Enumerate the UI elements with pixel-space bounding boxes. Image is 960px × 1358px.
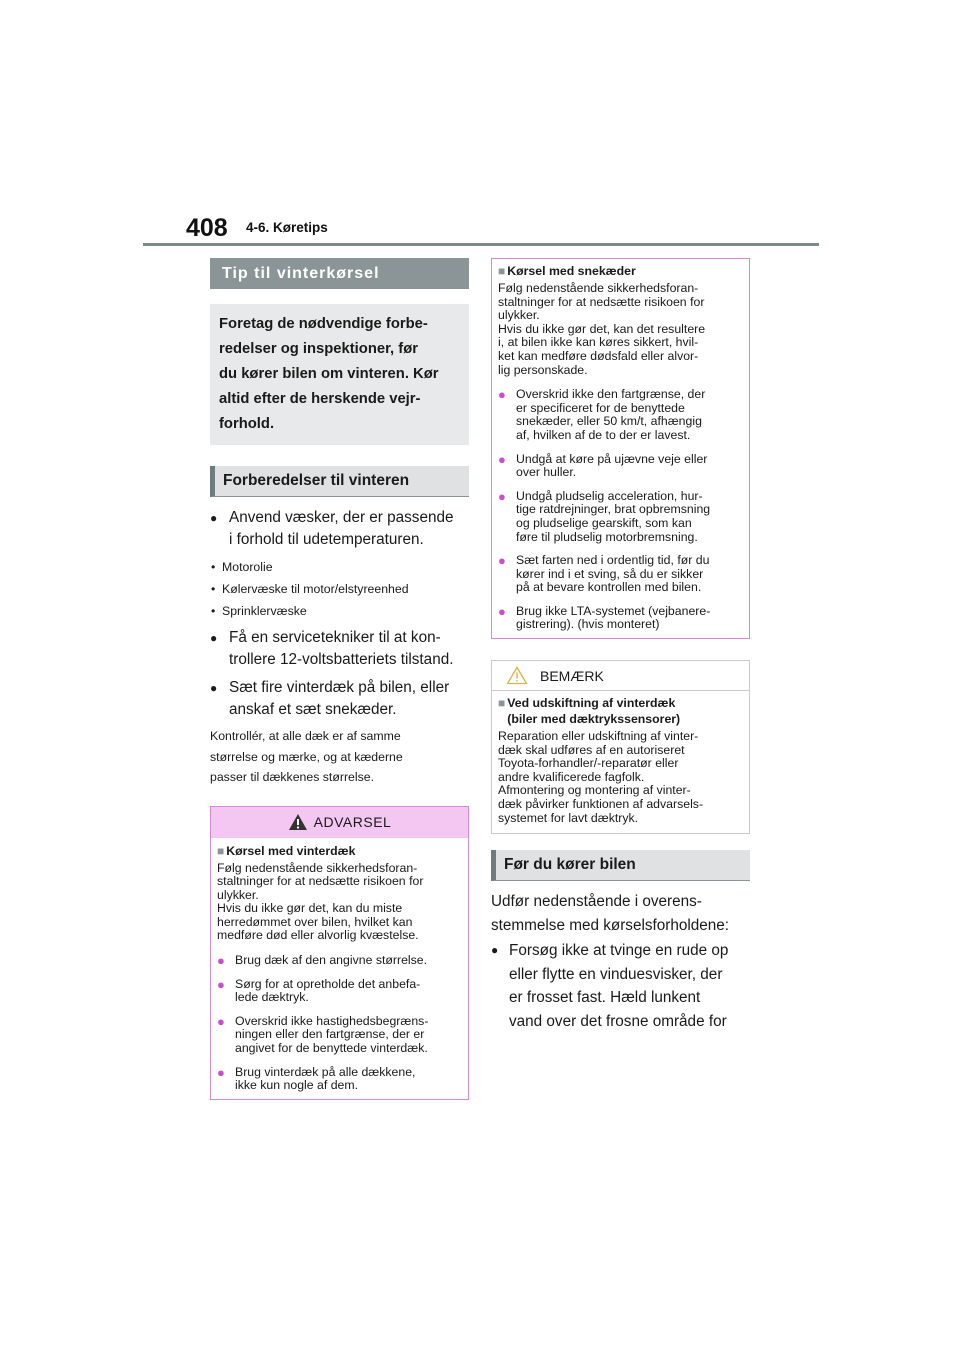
chains-paragraph [498, 282, 743, 377]
para-line: Toyota-forhandler/-reparatør eller [498, 756, 679, 771]
intro-line: du kører bilen om vinteren. Kør [219, 366, 439, 382]
para-line: Følg nedenstående sikkerhedsforan- [217, 860, 418, 875]
tire-note [210, 726, 469, 788]
bullet-line: trollere 12-voltsbatteriets tilstand. [229, 651, 454, 668]
notice-label: BEMÆRK [540, 667, 604, 684]
item-line: Overskrid ikke hastighedsbegræns- [235, 1013, 429, 1028]
para-line: staltninger for at nedsætte risikoen for [498, 294, 705, 309]
caution-triangle-icon [506, 666, 528, 685]
item-line: kører ind i et sving, så du er sikker [516, 566, 704, 581]
bullet-fluids [210, 507, 469, 551]
header-rule [143, 243, 819, 246]
bullet-line: er frosset fast. Hæld lunkent [509, 989, 701, 1007]
intro-box [210, 304, 469, 445]
para-line: staltninger for at nedsætte risikoen for [217, 874, 424, 889]
circle-bullet-icon: ● [498, 603, 506, 619]
item-line: Brug ikke LTA-systemet (vejbanere- [516, 603, 711, 618]
chains-subhead [498, 263, 743, 279]
fluid-list [210, 556, 469, 622]
para-line: systemet for lavt dæktryk. [498, 810, 639, 825]
para-line: dæk påvirker funktionen af advarsels- [498, 797, 704, 812]
para-line: i, at bilen ikke kan køres sikkert, hvil- [498, 335, 699, 350]
item-line: ningen eller den fartgrænse, der er [235, 1027, 425, 1042]
warning-paragraph [217, 862, 462, 944]
bullet-line: ● Anvend væsker, der er passende [229, 509, 454, 526]
item-line: Sørg for at opretholde det anbefa- [235, 976, 421, 991]
item-line: er specificeret for de benyttede [516, 400, 685, 415]
bullet-frozen-window [491, 939, 750, 1033]
warning-subhead [217, 843, 462, 859]
chains-item [498, 490, 743, 544]
list-item: • Sprinklervæske [210, 600, 469, 622]
warning-item [217, 954, 462, 968]
section-title: 4-6. Køretips [246, 220, 328, 235]
item-line: tige ratdrejninger, brat opbremsning [516, 502, 711, 517]
item-line: Brug dæk af den angivne størrelse. [235, 953, 428, 968]
circle-bullet-icon: ● [217, 1064, 225, 1080]
warning-header [211, 807, 468, 838]
bullet-line: vand over det frosne område for [509, 1012, 727, 1030]
circle-bullet-icon: ● [498, 553, 506, 569]
bullet-line: ● Sæt fire vinterdæk på bilen, eller [229, 679, 450, 696]
bullet-line: ● Forsøg ikke at tvinge en rude op [509, 942, 729, 960]
chains-warning-box [491, 258, 750, 639]
warning-body [211, 838, 468, 1099]
para-line: Følg nedenstående sikkerhedsforan- [498, 281, 699, 295]
bullet-line: ● Få en servicetekniker til at kon- [229, 629, 441, 646]
note-line: passer til dækkenes størrelse. [210, 770, 375, 784]
circle-bullet-icon: ● [217, 1013, 225, 1029]
para-line: ket kan medføre dødsfald eller alvor- [498, 348, 699, 363]
item-line: og pludselige gearskift, som kan [516, 515, 692, 530]
item-line: føre til pludselig motorbremsning. [516, 529, 698, 544]
subheading-winter-prep: Forberedelser til vinteren [210, 466, 469, 497]
para-line: Hvis du ikke gør det, kan du miste [217, 901, 403, 916]
chains-item [498, 453, 743, 480]
page-number: 408 [186, 214, 228, 242]
para-line: Afmontering og montering af vinter- [498, 783, 691, 798]
intro-line: forhold. [219, 416, 275, 432]
intro-line: redelser og inspektioner, før [219, 341, 418, 357]
intro-line: altid efter de herskende vejr- [219, 391, 421, 407]
chains-body [492, 259, 749, 638]
item-line: Overskrid ikke den fartgrænse, der [516, 387, 706, 402]
left-column [210, 258, 469, 1100]
intro-line: stemmelse med kørselsforholdene: [491, 916, 730, 934]
chains-item [498, 554, 743, 595]
item-line: Brug vinterdæk på alle dækkene, [235, 1064, 416, 1079]
notice-paragraph [498, 730, 743, 825]
item-line: over huller. [516, 465, 577, 480]
para-line: andre kvalificerede fagfolk. [498, 769, 645, 784]
before-driving-intro [491, 890, 750, 937]
notice-box [491, 660, 750, 834]
notice-subhead-text [507, 695, 680, 727]
item-line: snekæder, eller 50 km/t, afhængig [516, 414, 702, 429]
notice-header [492, 661, 749, 691]
square-bullet-icon: ■ [217, 843, 225, 858]
para-line: Reparation eller udskiftning af vinter- [498, 729, 699, 744]
bullet-tires [210, 677, 469, 721]
bullet-line: i forhold til udetemperaturen. [229, 531, 424, 548]
notice-body [492, 691, 749, 833]
item-line: lede dæktryk. [235, 990, 309, 1005]
circle-bullet-icon: ● [498, 488, 506, 504]
chains-item [498, 388, 743, 442]
subheading-before-driving: Før du kører bilen [491, 850, 750, 881]
notice-subhead [498, 695, 743, 727]
right-column [491, 258, 750, 1033]
item-line: angivet for de benyttede vinterdæk. [235, 1041, 428, 1056]
para-line: Hvis du ikke gør det, kan det resultere [498, 321, 706, 336]
para-line: herredømmet over bilen, hvilket kan [217, 914, 413, 929]
para-line: medføre død eller alvorlig kvæstelse. [217, 928, 419, 943]
item-line: Undgå pludselig acceleration, hur- [516, 488, 703, 503]
circle-bullet-icon: ● [498, 451, 506, 467]
warning-label: ADVARSEL [313, 814, 392, 830]
intro-line: Udfør nedenstående i overens- [491, 893, 702, 911]
item-line: Sæt farten ned i ordentlig tid, før du [516, 553, 710, 568]
circle-bullet-icon: ● [217, 953, 225, 969]
circle-bullet-icon: ● [217, 976, 225, 992]
subhead-line: Ved udskiftning af vinterdæk [507, 696, 676, 711]
item-line: gistrering). (hvis monteret) [516, 617, 660, 632]
item-line: på at bevare kontrollen med bilen. [516, 580, 702, 595]
warning-item [217, 1066, 462, 1093]
chains-item [498, 605, 743, 632]
para-line: ulykker. [498, 308, 540, 323]
main-title: Tip til vinterkørsel [210, 258, 469, 289]
circle-bullet-icon: ● [498, 387, 506, 403]
note-line: størrelse og mærke, og at kæderne [210, 749, 403, 764]
warning-item [217, 978, 462, 1005]
para-line: ulykker. [217, 887, 259, 902]
square-bullet-icon: ■ [498, 696, 506, 711]
warning-triangle-icon [288, 813, 308, 831]
bullet-line: eller flytte en vinduesvisker, der [509, 965, 723, 983]
chains-subhead-text: Kørsel med snekæder [507, 264, 636, 278]
note-line: Kontrollér, at alle dæk er af samme [210, 729, 401, 743]
warning-item [217, 1015, 462, 1056]
intro-line: Foretag de nødvendige forbe- [219, 316, 428, 332]
item-line: ikke kun nogle af dem. [235, 1078, 359, 1093]
list-item: • Motorolie [210, 556, 469, 578]
item-line: af, hvilken af de to der er lavest. [516, 427, 691, 442]
para-line: dæk skal udføres af en autoriseret [498, 742, 685, 757]
warning-box [210, 806, 469, 1100]
square-bullet-icon: ■ [498, 264, 506, 278]
subhead-line: (biler med dæktrykssensorer) [507, 712, 681, 727]
warning-subhead-text: Kørsel med vinterdæk [226, 843, 356, 858]
list-item: • Kølervæske til motor/elstyreenhed [210, 578, 469, 600]
item-line: Undgå at køre på ujævne veje eller [516, 451, 708, 466]
para-line: lig personskade. [498, 362, 588, 377]
bullet-line: anskaf et sæt snekæder. [229, 701, 397, 718]
bullet-battery [210, 627, 469, 671]
